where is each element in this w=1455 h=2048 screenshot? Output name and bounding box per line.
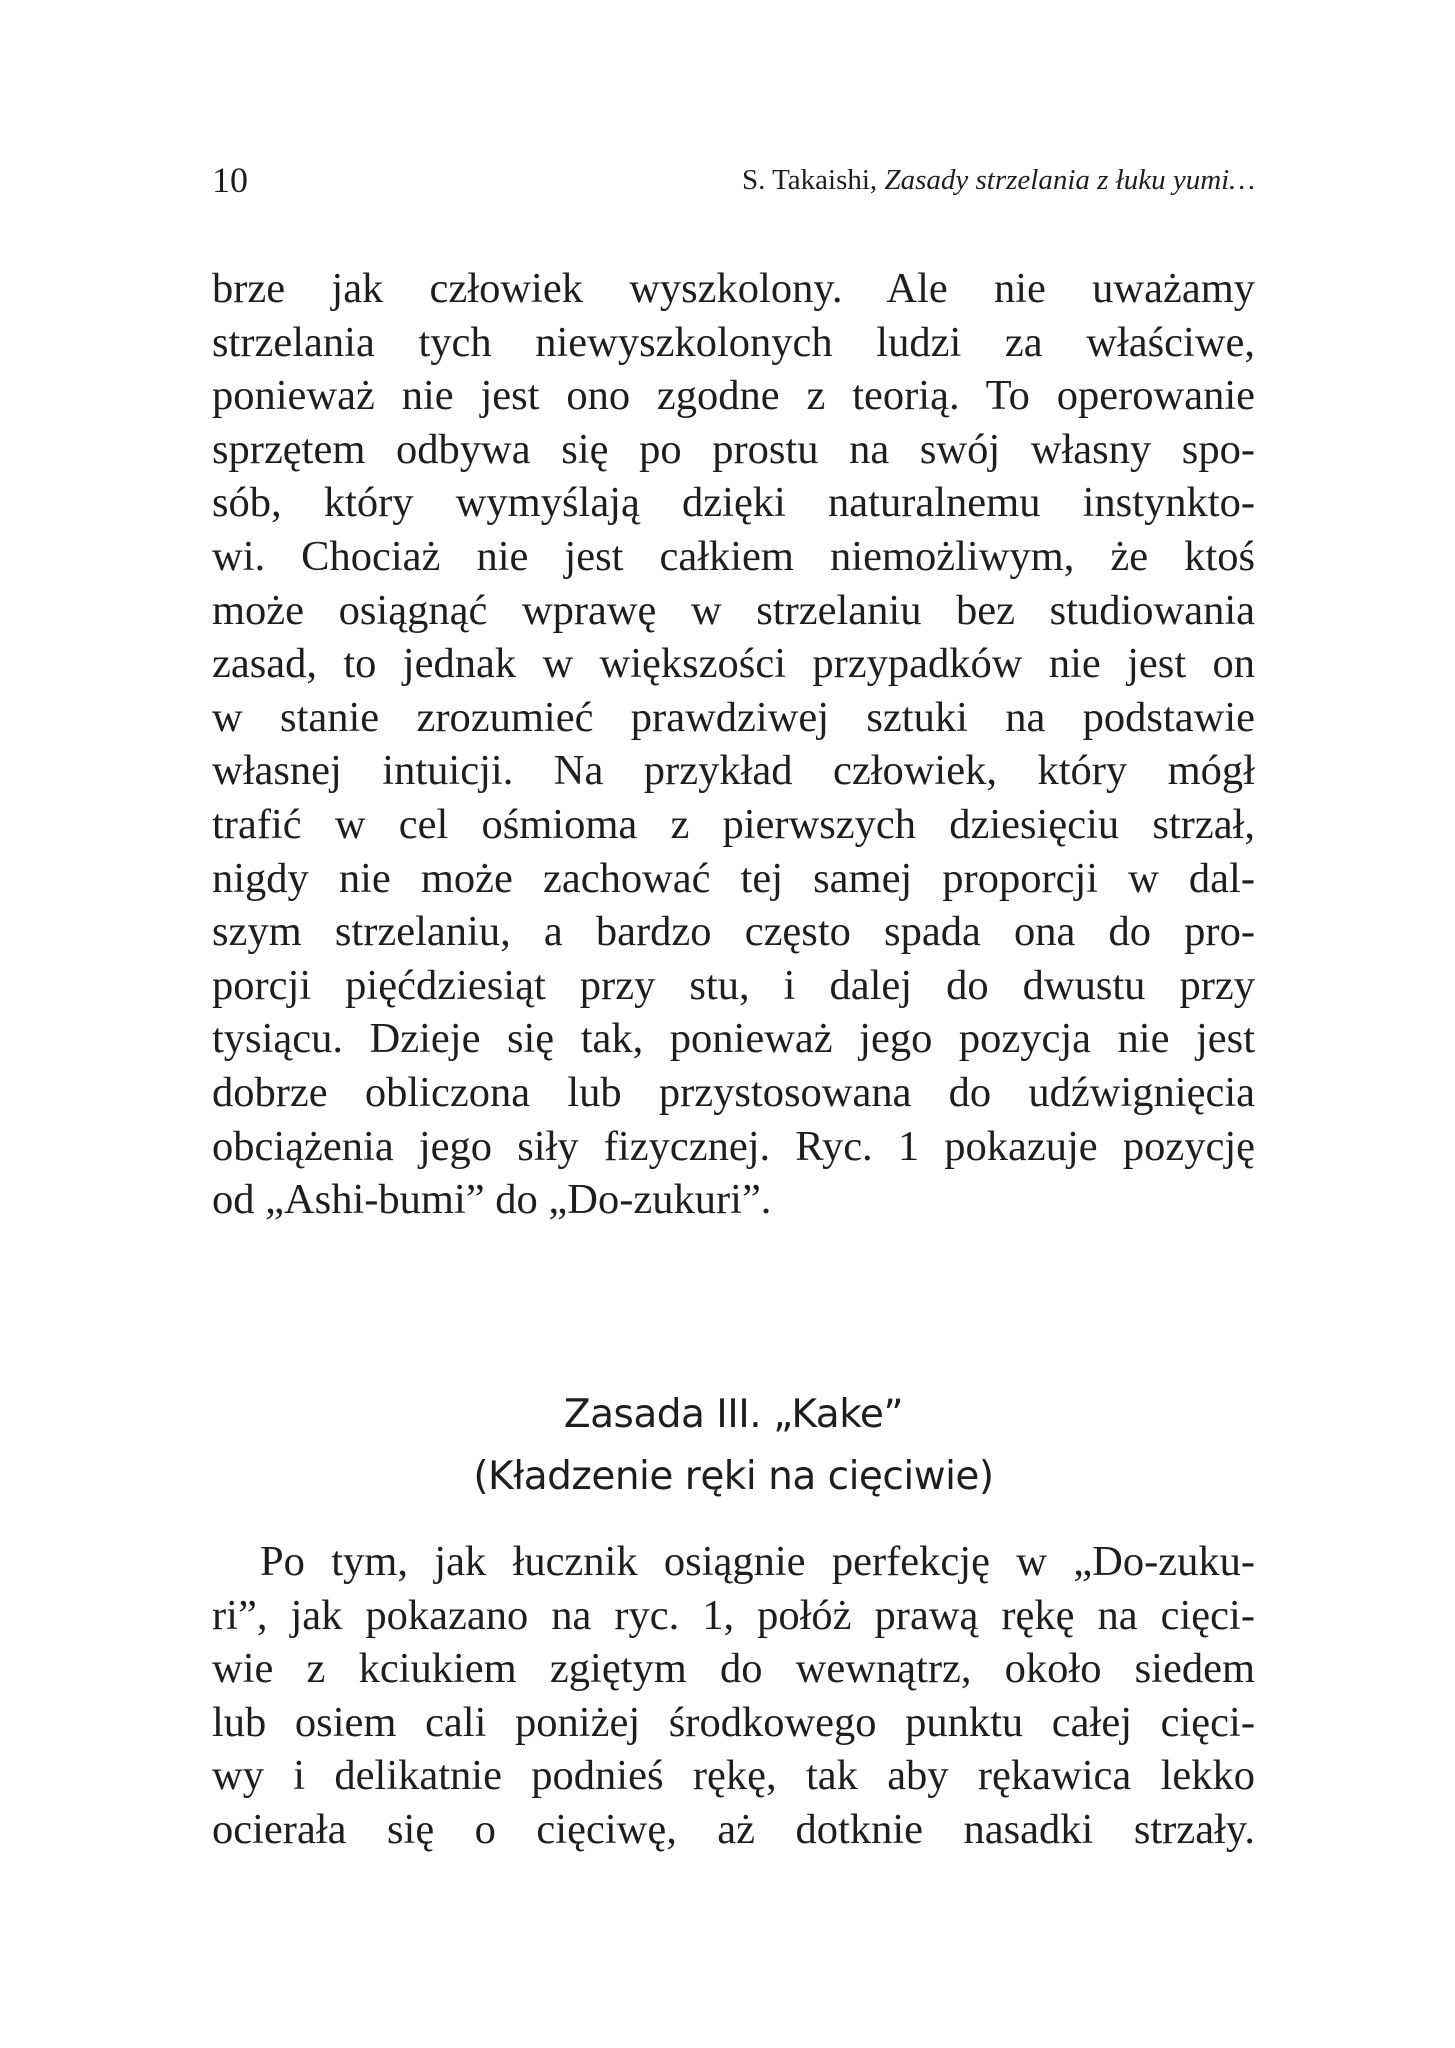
text-line: ponieważ nie jest ono zgodne z teorią. To operowanie — [212, 372, 1255, 420]
running-head-author: S. Takaishi, — [742, 164, 885, 196]
text-line: sób, który wymyślają dzięki naturalnemu instynkto- — [212, 479, 1255, 527]
running-head — [742, 160, 1255, 200]
page-number: 10 — [212, 160, 248, 200]
body-paragraph-2 — [212, 1535, 1255, 1857]
text-line: od „Ashi-bumi” do „Do-zukuri”. — [212, 1176, 772, 1224]
text-line: tysiącu. Dzieje się tak, ponieważ jego pozycja nie jest — [212, 1015, 1255, 1063]
text-line: w stanie zrozumieć prawdziwej sztuki na podstawie — [212, 693, 1255, 741]
text-line: ocierała się o cięciwę, aż dotknie nasadki strzały. — [212, 1805, 1255, 1853]
section-heading-title: Zasada III. „Kake” — [563, 1392, 904, 1437]
text-line: szym strzelaniu, a bardzo często spada ona do pro- — [212, 908, 1255, 956]
text-line: dobrze obliczona lub przystosowana do udźwignięcia — [212, 1068, 1255, 1116]
text-line: obciążenia jego siły fizycznej. Ryc. 1 pokazuje pozycję — [212, 1122, 1255, 1170]
text-line: lub osiem cali poniżej środkowego punktu całej cięci- — [212, 1698, 1255, 1746]
text-line: może osiągnąć wprawę w strzelaniu bez studiowania — [212, 586, 1255, 634]
text-line: wy i delikatnie podnieś rękę, tak aby rękawica lekko — [212, 1752, 1255, 1800]
text-line: Po tym, jak łucznik osiągnie perfekcję w „Do-zuku- — [260, 1538, 1255, 1585]
text-line: własnej intuicji. Na przykład człowiek, który mógł — [212, 747, 1255, 795]
text-line: strzelania tych niewyszkolonych ludzi za właściwe, — [212, 318, 1255, 366]
text-line: trafić w cel ośmioma z pierwszych dziesięciu strzał, — [212, 800, 1255, 848]
text-line: wie z kciukiem zgiętym do wewnątrz, około siedem — [212, 1645, 1255, 1693]
text-line: nigdy nie może zachować tej samej proporcji w dal- — [212, 854, 1255, 902]
text-line: porcji pięćdziesiąt przy stu, i dalej do dwustu przy — [212, 961, 1255, 1009]
text-line: zasad, to jednak w większości przypadków nie jest on — [212, 640, 1255, 688]
running-head-title: Zasady strzelania z łuku yumi… — [884, 164, 1255, 196]
text-line: sprzętem odbywa się po prostu na swój własny spo- — [212, 425, 1255, 473]
body-paragraph-1 — [212, 262, 1255, 1227]
text-line: ri”, jak pokazano na ryc. 1, połóż prawą rękę na cięci- — [212, 1591, 1255, 1639]
text-line: brze jak człowiek wyszkolony. Ale nie uważamy — [212, 265, 1255, 312]
section-heading-subtitle: (Kładzenie ręki na cięciwie) — [473, 1454, 994, 1499]
text-line: wi. Chociaż nie jest całkiem niemożliwym, że ktoś — [212, 532, 1255, 580]
